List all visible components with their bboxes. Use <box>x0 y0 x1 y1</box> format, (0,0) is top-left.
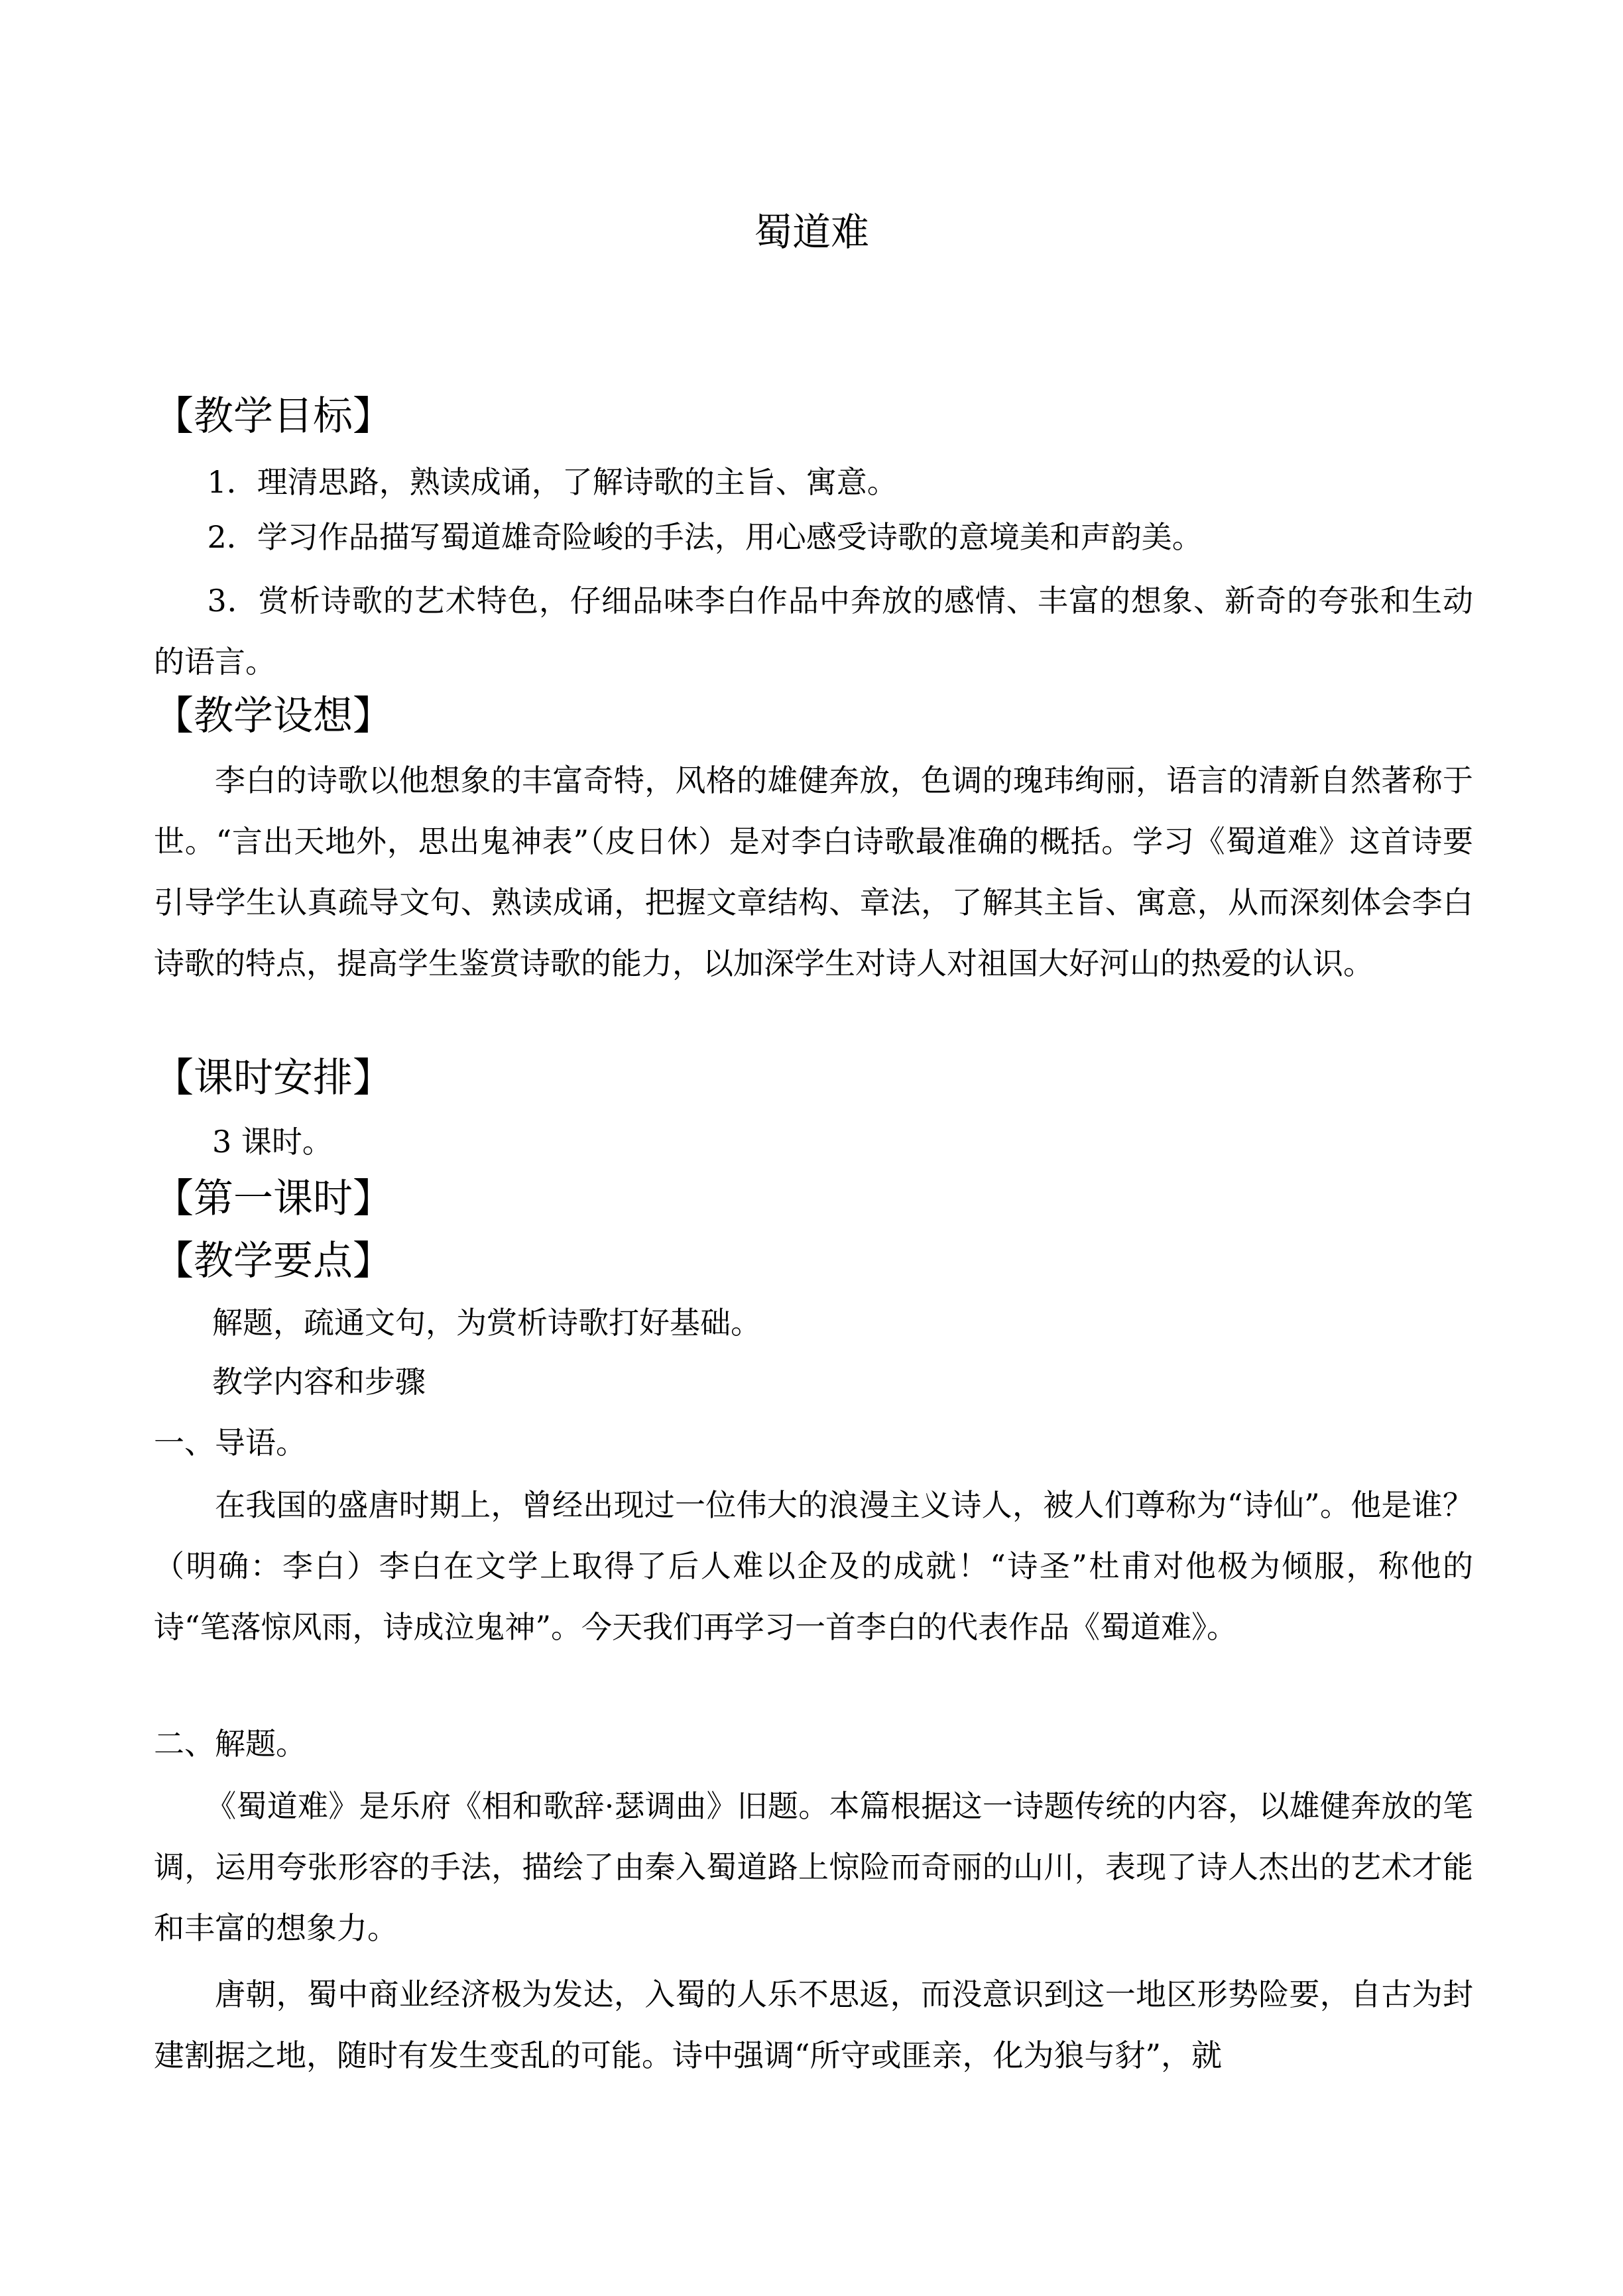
intro-paragraph: 在我国的盛唐时期上，曾经出现过一位伟大的浪漫主义诗人，被人们尊称为“诗仙”。他是谁？（明确：李白）李白在文学上取得了后人难以企及的成就！“诗圣”杜甫对他极为倾服，称他的诗“笔落惊风雨，诗成泣鬼神”。今天我们再学习一首李白的代表作品《蜀道难》。 <box>154 1487 1473 1645</box>
heading-schedule: 【课时安排】 <box>154 1055 392 1101</box>
teaching-idea-paragraph: 李白的诗歌以他想象的丰富奇特，风格的雄健奔放，色调的瑰玮绚丽，语言的清新自然著称于世。“言出天地外，思出鬼神表”（皮日休）是对李白诗歌最准确的概括。学习《蜀道难》这首诗要引导学生认真疏导文句、熟读成诵，把握文章结构、章法，了解其主旨、寓意，从而深刻体会李白诗歌的特点，提高学生鉴赏诗歌的能力，以加深学生对诗人对祖国大好河山的热爱的认识。 <box>154 762 1473 981</box>
steps-subtitle: 教学内容和步骤 <box>212 1364 426 1400</box>
key-points-text: 解题，疏通文句，为赏析诗歌打好基础。 <box>212 1305 761 1341</box>
goal-item-1: 1．理清思路，熟读成诵，了解诗歌的主旨、寓意。 <box>207 464 898 500</box>
goal-item-2: 2．学习作品描写蜀道雄奇险峻的手法，用心感受诗歌的意境美和声韵美。 <box>207 519 1203 555</box>
heading-lesson-1: 【第一课时】 <box>154 1176 392 1222</box>
page-title: 蜀道难 <box>753 210 869 255</box>
explain-paragraph-2: 唐朝，蜀中商业经济极为发达，入蜀的人乐不思返，而没意识到这一地区形势险要，自古为封建割据之地，随时有发生变乱的可能。诗中强调“所守或匪亲，化为狼与豺”，就 <box>154 1976 1473 2073</box>
heading-teaching-goals: 【教学目标】 <box>154 393 392 440</box>
heading-teaching-idea: 【教学设想】 <box>154 693 392 739</box>
heading-key-points: 【教学要点】 <box>154 1238 392 1284</box>
schedule-text: 3 课时。 <box>212 1124 333 1160</box>
explain-paragraph-1: 《蜀道难》是乐府《相和歌辞·瑟调曲》旧题。本篇根据这一诗题传统的内容，以雄健奔放的笔调，运用夸张形容的手法，描绘了由秦入蜀道路上惊险而奇丽的山川，表现了诗人杰出的艺术才能和丰富的想象力。 <box>154 1788 1473 1946</box>
heading-intro: 一、导语。 <box>154 1425 306 1461</box>
goal-item-3: 3．赏析诗歌的艺术特色，仔细品味李白作品中奔放的感情、丰富的想象、新奇的夸张和生动的语言。 <box>154 583 1473 680</box>
heading-explain: 二、解题。 <box>154 1726 306 1762</box>
